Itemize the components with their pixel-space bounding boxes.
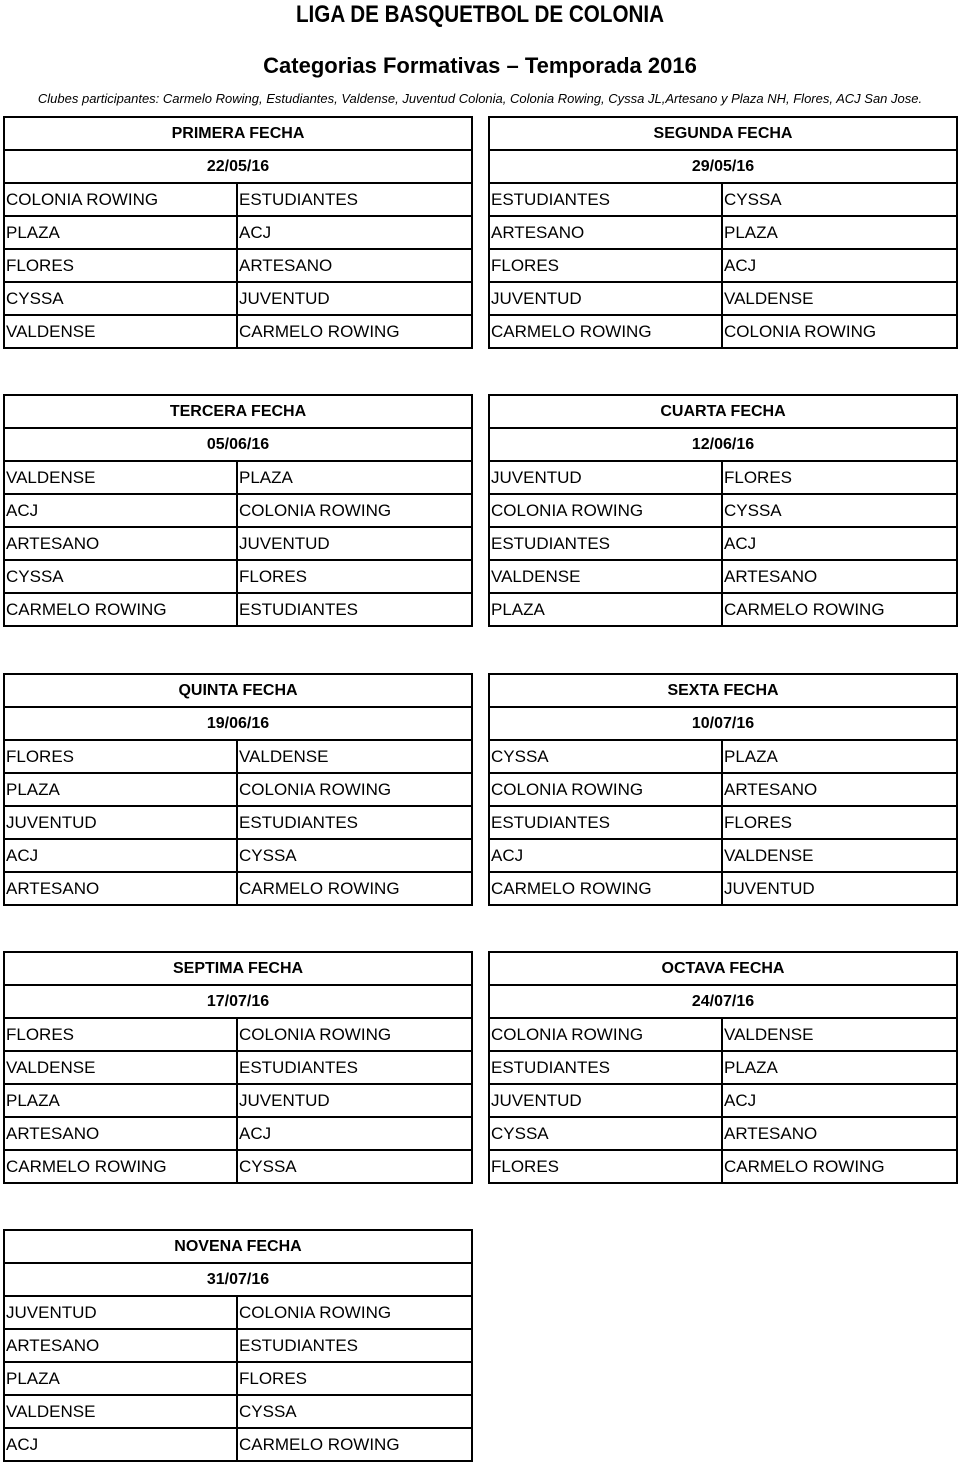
home-team: CARMELO ROWING: [4, 593, 237, 626]
match-row: [4, 216, 472, 249]
away-team: ESTUDIANTES: [237, 1051, 472, 1084]
round-date: 22/05/16: [4, 150, 472, 183]
away-team: CYSSA: [722, 494, 957, 527]
home-team: COLONIA ROWING: [4, 183, 237, 216]
home-team: ESTUDIANTES: [489, 806, 722, 839]
home-team: ACJ: [4, 1428, 237, 1461]
page-subtitle: Categorias Formativas – Temporada 2016: [263, 53, 697, 78]
away-team: COLONIA ROWING: [237, 1296, 472, 1329]
away-team: JUVENTUD: [722, 872, 957, 905]
home-team: PLAZA: [4, 1362, 237, 1395]
round-name: SEGUNDA FECHA: [489, 117, 957, 150]
home-team: JUVENTUD: [4, 1296, 237, 1329]
match-row: [4, 249, 472, 282]
match-row: [489, 1084, 957, 1117]
round-date: 12/06/16: [489, 428, 957, 461]
home-team: JUVENTUD: [489, 1084, 722, 1117]
home-team: PLAZA: [489, 593, 722, 626]
home-team: ESTUDIANTES: [489, 527, 722, 560]
match-row: [4, 1051, 472, 1084]
home-team: ARTESANO: [489, 216, 722, 249]
away-team: CYSSA: [237, 1395, 472, 1428]
home-team: FLORES: [4, 249, 237, 282]
away-team: COLONIA ROWING: [237, 494, 472, 527]
home-team: ARTESANO: [4, 1117, 237, 1150]
match-row: [4, 1018, 472, 1051]
match-row: [489, 560, 957, 593]
match-row: [4, 1395, 472, 1428]
away-team: FLORES: [237, 560, 472, 593]
away-team: CARMELO ROWING: [237, 315, 472, 348]
fixture-table-tercera-fecha: [3, 394, 473, 627]
match-row: [489, 527, 957, 560]
away-team: ARTESANO: [722, 560, 957, 593]
match-row: [4, 872, 472, 905]
home-team: ESTUDIANTES: [489, 1051, 722, 1084]
home-team: ARTESANO: [4, 527, 237, 560]
round-date: 24/07/16: [489, 985, 957, 1018]
away-team: PLAZA: [237, 461, 472, 494]
home-team: VALDENSE: [4, 1395, 237, 1428]
match-row: [489, 282, 957, 315]
away-team: ESTUDIANTES: [237, 1329, 472, 1362]
away-team: JUVENTUD: [237, 282, 472, 315]
fixture-table-primera-fecha: [3, 116, 473, 349]
match-row: [4, 593, 472, 626]
match-row: [4, 1329, 472, 1362]
match-row: [4, 839, 472, 872]
home-team: CARMELO ROWING: [4, 1150, 237, 1183]
home-team: VALDENSE: [4, 461, 237, 494]
match-row: [4, 183, 472, 216]
home-team: CARMELO ROWING: [489, 872, 722, 905]
home-team: JUVENTUD: [4, 806, 237, 839]
away-team: ACJ: [237, 216, 472, 249]
match-row: [4, 806, 472, 839]
match-row: [4, 1428, 472, 1461]
round-date: 05/06/16: [4, 428, 472, 461]
match-row: [4, 527, 472, 560]
away-team: CARMELO ROWING: [722, 593, 957, 626]
round-name: CUARTA FECHA: [489, 395, 957, 428]
away-team: JUVENTUD: [237, 1084, 472, 1117]
match-row: [4, 282, 472, 315]
home-team: ARTESANO: [4, 872, 237, 905]
match-row: [489, 740, 957, 773]
home-team: VALDENSE: [4, 315, 237, 348]
away-team: COLONIA ROWING: [237, 773, 472, 806]
away-team: ESTUDIANTES: [237, 183, 472, 216]
participating-clubs-note: Clubes participantes: Carmelo Rowing, Estudiantes, Valdense, Juventud Colonia, Colonia Rowing, Cyssa JL,Artesano y Plaza NH, Flores, ACJ San Jose.: [37, 91, 923, 106]
match-row: [4, 773, 472, 806]
match-row: [4, 1362, 472, 1395]
match-row: [4, 494, 472, 527]
away-team: CYSSA: [237, 1150, 472, 1183]
away-team: PLAZA: [722, 216, 957, 249]
home-team: COLONIA ROWING: [489, 1018, 722, 1051]
away-team: ACJ: [722, 249, 957, 282]
round-date: 31/07/16: [4, 1263, 472, 1296]
home-team: CYSSA: [489, 1117, 722, 1150]
match-row: [4, 560, 472, 593]
home-team: PLAZA: [4, 1084, 237, 1117]
match-row: [489, 494, 957, 527]
round-name: QUINTA FECHA: [4, 674, 472, 707]
away-team: CARMELO ROWING: [237, 872, 472, 905]
away-team: VALDENSE: [722, 1018, 957, 1051]
match-row: [4, 1296, 472, 1329]
home-team: ARTESANO: [4, 1329, 237, 1362]
away-team: PLAZA: [722, 1051, 957, 1084]
home-team: CYSSA: [489, 740, 722, 773]
home-team: CYSSA: [4, 282, 237, 315]
home-team: ACJ: [489, 839, 722, 872]
fixture-table-sexta-fecha: [488, 673, 958, 906]
away-team: VALDENSE: [237, 740, 472, 773]
fixture-table-cuarta-fecha: [488, 394, 958, 627]
away-team: ESTUDIANTES: [237, 593, 472, 626]
round-date: 29/05/16: [489, 150, 957, 183]
match-row: [4, 740, 472, 773]
away-team: COLONIA ROWING: [237, 1018, 472, 1051]
home-team: FLORES: [489, 249, 722, 282]
match-row: [4, 315, 472, 348]
home-team: JUVENTUD: [489, 282, 722, 315]
away-team: COLONIA ROWING: [722, 315, 957, 348]
round-date: 10/07/16: [489, 707, 957, 740]
round-name: OCTAVA FECHA: [489, 952, 957, 985]
match-row: [4, 1150, 472, 1183]
home-team: COLONIA ROWING: [489, 773, 722, 806]
away-team: JUVENTUD: [237, 527, 472, 560]
match-row: [489, 183, 957, 216]
round-name: NOVENA FECHA: [4, 1230, 472, 1263]
away-team: ACJ: [722, 527, 957, 560]
home-team: ACJ: [4, 494, 237, 527]
away-team: CYSSA: [722, 183, 957, 216]
away-team: VALDENSE: [722, 839, 957, 872]
away-team: CARMELO ROWING: [237, 1428, 472, 1461]
fixture-table-quinta-fecha: [3, 673, 473, 906]
away-team: FLORES: [722, 461, 957, 494]
match-row: [489, 593, 957, 626]
home-team: CARMELO ROWING: [489, 315, 722, 348]
away-team: ARTESANO: [722, 1117, 957, 1150]
fixture-table-novena-fecha: [3, 1229, 473, 1462]
away-team: ESTUDIANTES: [237, 806, 472, 839]
page-title: LIGA DE BASQUETBOL DE COLONIA: [295, 1, 665, 28]
match-row: [489, 839, 957, 872]
round-name: PRIMERA FECHA: [4, 117, 472, 150]
match-row: [489, 773, 957, 806]
away-team: ACJ: [237, 1117, 472, 1150]
away-team: PLAZA: [722, 740, 957, 773]
fixture-table-octava-fecha: [488, 951, 958, 1184]
match-row: [489, 1018, 957, 1051]
match-row: [4, 1084, 472, 1117]
away-team: CYSSA: [237, 839, 472, 872]
round-name: SEPTIMA FECHA: [4, 952, 472, 985]
away-team: FLORES: [237, 1362, 472, 1395]
home-team: PLAZA: [4, 773, 237, 806]
round-name: SEXTA FECHA: [489, 674, 957, 707]
match-row: [489, 872, 957, 905]
home-team: COLONIA ROWING: [489, 494, 722, 527]
match-row: [489, 1117, 957, 1150]
match-row: [489, 315, 957, 348]
match-row: [489, 1051, 957, 1084]
home-team: FLORES: [4, 740, 237, 773]
away-team: VALDENSE: [722, 282, 957, 315]
fixture-table-septima-fecha: [3, 951, 473, 1184]
round-name: TERCERA FECHA: [4, 395, 472, 428]
away-team: ARTESANO: [237, 249, 472, 282]
away-team: ARTESANO: [722, 773, 957, 806]
round-date: 19/06/16: [4, 707, 472, 740]
match-row: [489, 806, 957, 839]
match-row: [489, 249, 957, 282]
away-team: FLORES: [722, 806, 957, 839]
home-team: FLORES: [489, 1150, 722, 1183]
home-team: JUVENTUD: [489, 461, 722, 494]
round-date: 17/07/16: [4, 985, 472, 1018]
away-team: ACJ: [722, 1084, 957, 1117]
home-team: PLAZA: [4, 216, 237, 249]
home-team: VALDENSE: [4, 1051, 237, 1084]
fixture-table-segunda-fecha: [488, 116, 958, 349]
match-row: [4, 461, 472, 494]
home-team: ACJ: [4, 839, 237, 872]
home-team: ESTUDIANTES: [489, 183, 722, 216]
match-row: [489, 216, 957, 249]
away-team: CARMELO ROWING: [722, 1150, 957, 1183]
match-row: [489, 461, 957, 494]
match-row: [489, 1150, 957, 1183]
home-team: CYSSA: [4, 560, 237, 593]
home-team: VALDENSE: [489, 560, 722, 593]
home-team: FLORES: [4, 1018, 237, 1051]
match-row: [4, 1117, 472, 1150]
